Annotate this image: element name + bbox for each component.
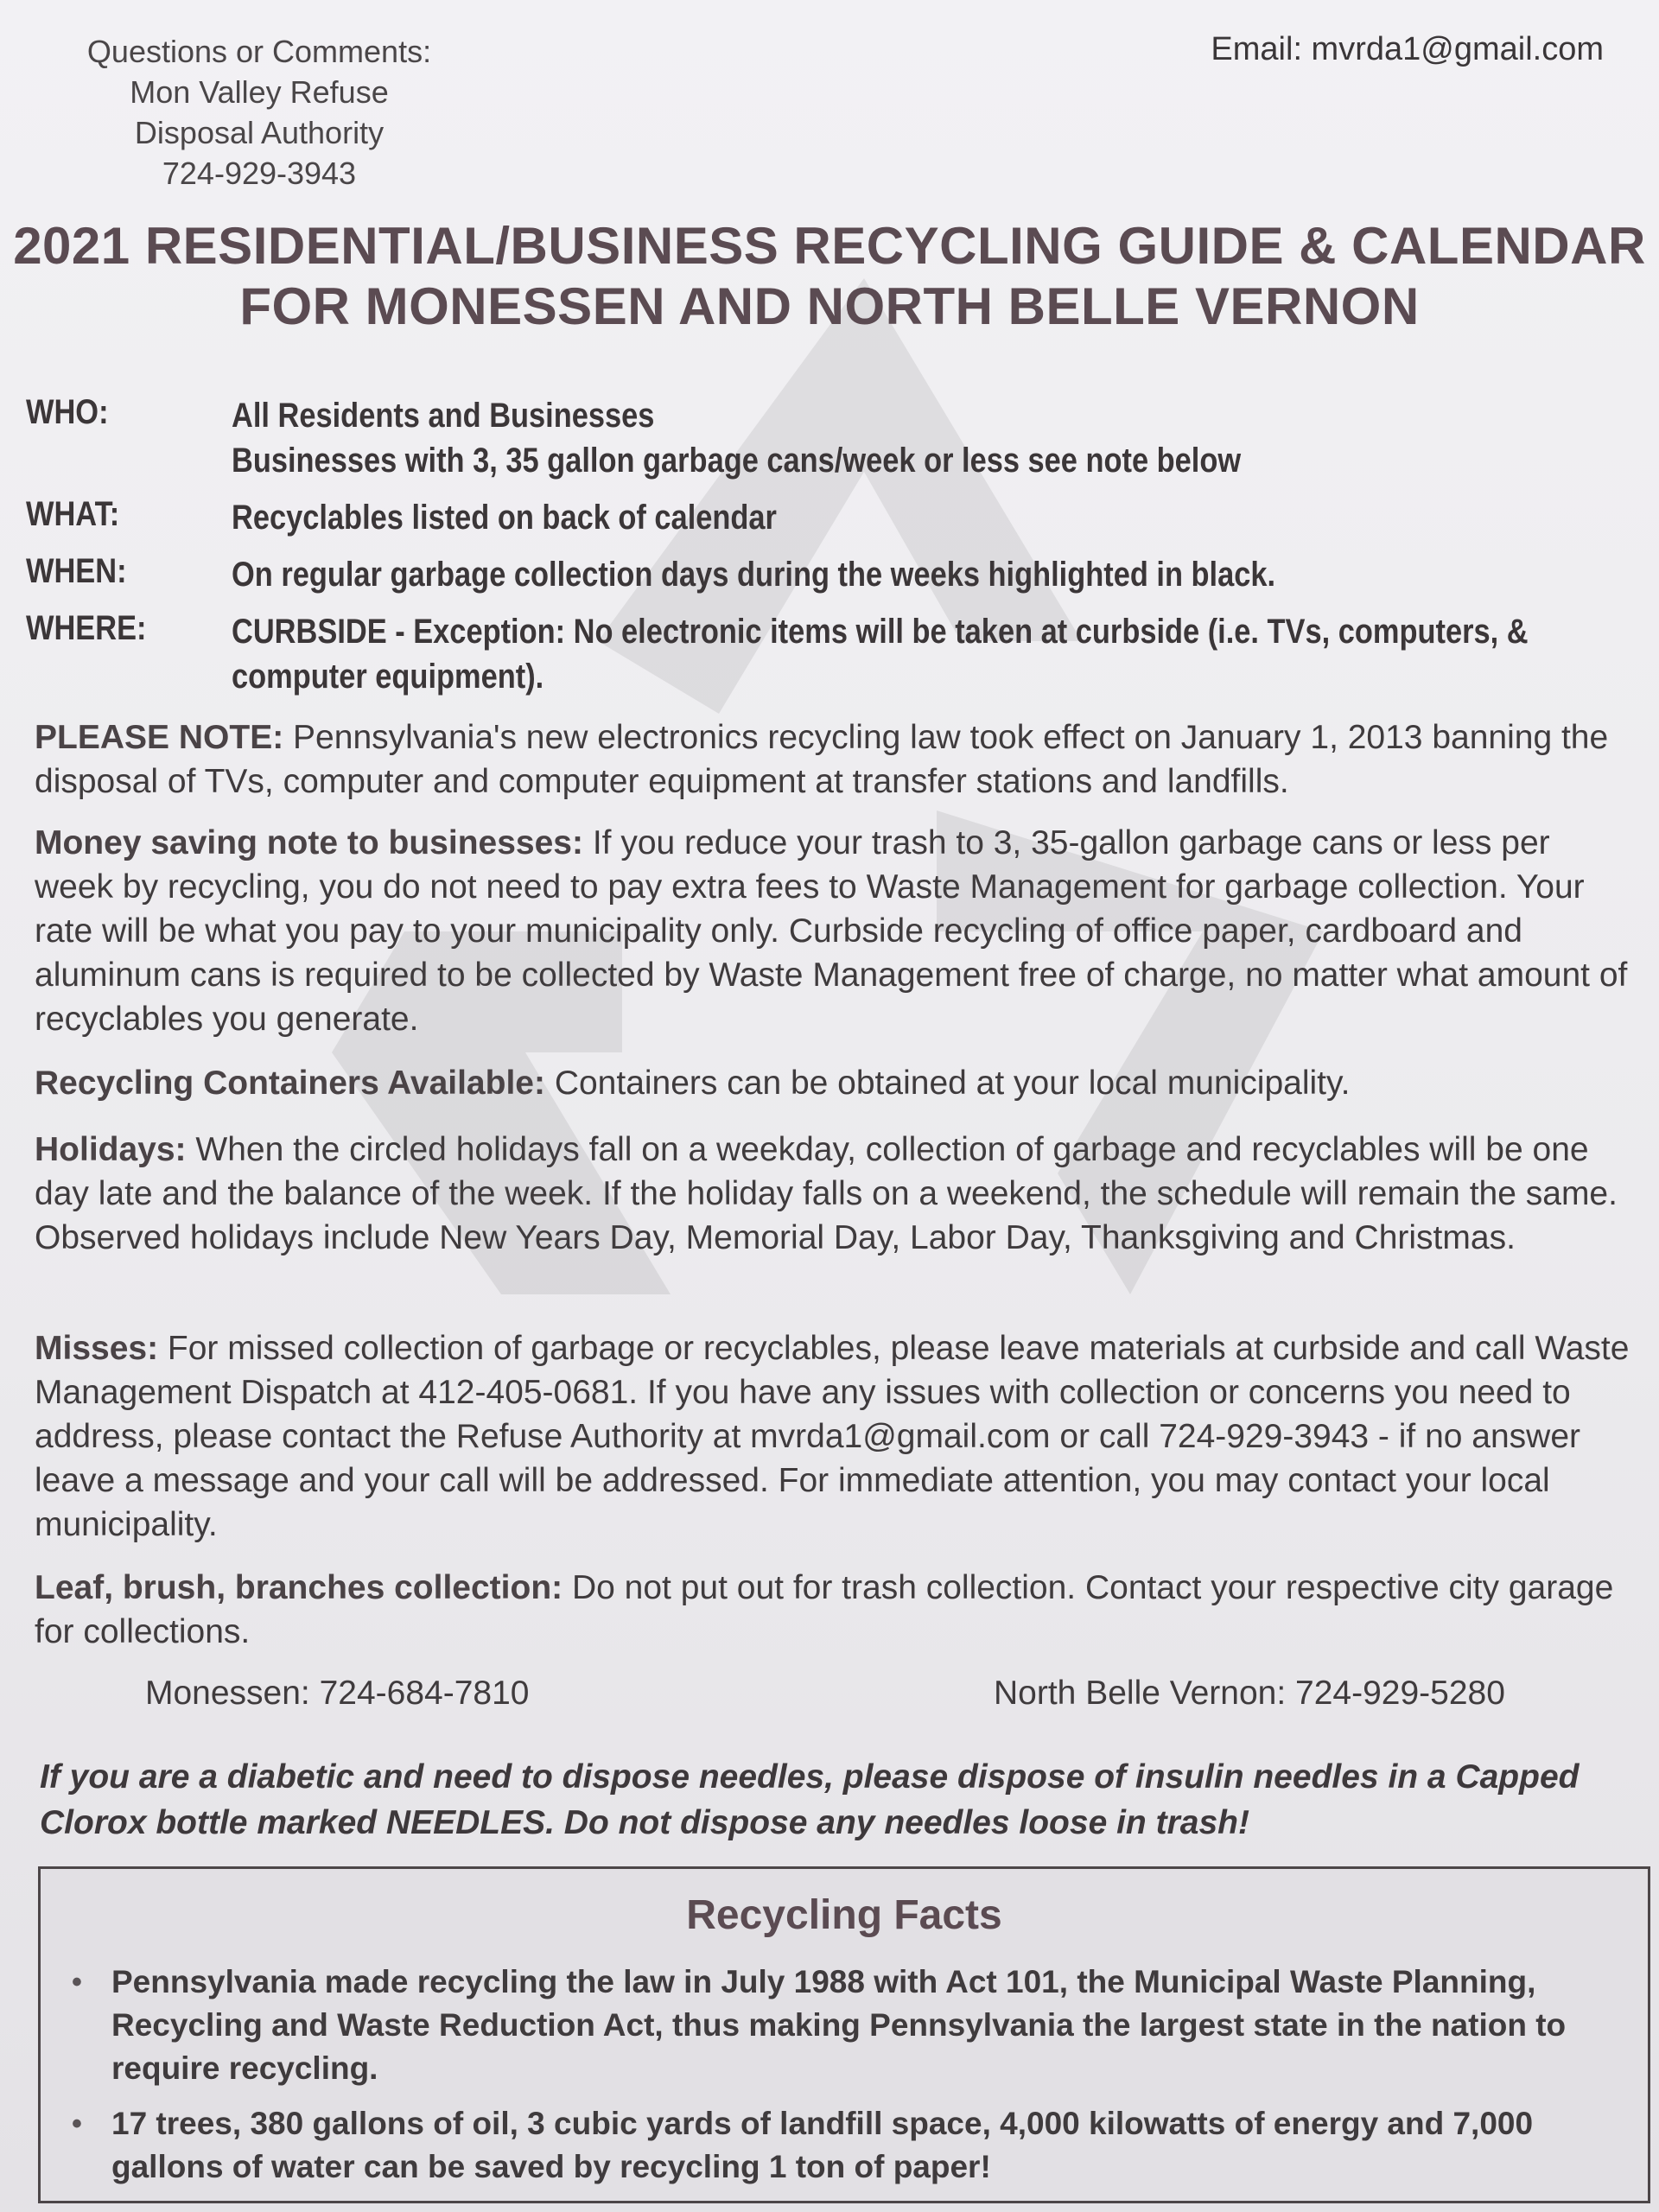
fact-item bbox=[72, 1961, 1606, 2090]
contact-block bbox=[52, 31, 467, 194]
money-saving-heading: Money saving note to businesses: bbox=[35, 824, 583, 861]
misses-heading: Misses: bbox=[35, 1330, 159, 1367]
recycling-facts-box bbox=[38, 1866, 1650, 2203]
field-value: Businesses with 3, 35 gallon garbage cans/week or less see note below bbox=[232, 442, 1242, 480]
north-belle-vernon-phone: North Belle Vernon: 724-929-5280 bbox=[994, 1675, 1505, 1712]
needles-notice: If you are a diabetic and need to dispose needles, please dispose of insulin needles in a Capped Clorox bottle marked NEEDLES. Do not dispose any needles loose in trash! bbox=[40, 1758, 1580, 1841]
holidays-heading: Holidays: bbox=[35, 1131, 187, 1168]
fact-text: 17 trees, 380 gallons of oil, 3 cubic yards of landfill space, 4,000 kilowatts of energy and 7,000 gallons of water can be saved by recycling 1 ton of paper! bbox=[111, 2106, 1534, 2184]
field-label: WHO: bbox=[26, 393, 109, 431]
field-value: CURBSIDE - Exception: No electronic items will be taken at curbside (i.e. TVs, computers, & bbox=[232, 613, 1529, 651]
fact-text: Pennsylvania made recycling the law in July 1988 with Act 101, the Municipal Waste Planning, Recycling and Waste Reduction Act, thus making Pennsylvania the largest state in the nation to require recycling. bbox=[111, 1964, 1567, 2086]
leaf-heading: Leaf, brush, branches collection: bbox=[35, 1569, 563, 1606]
fact-item bbox=[72, 2102, 1606, 2189]
holidays-paragraph bbox=[35, 1128, 1633, 1260]
who-what-when-where bbox=[26, 393, 1633, 711]
field-where bbox=[26, 609, 1633, 699]
field-value: All Residents and Businesses bbox=[232, 397, 655, 435]
field-what bbox=[26, 495, 1633, 540]
field-label: WHERE: bbox=[26, 609, 147, 647]
leaf-paragraph bbox=[35, 1566, 1633, 1654]
money-saving-text: If you reduce your trash to 3, 35-gallon garbage cans or less per week by recycling, you do not need to pay extra fees to Waste Management for garbage collection. Your rate will be what you pay to your municipality only. Curbside recycling of office paper, cardboard and aluminum cans is required to be collected by Waste Management free of charge, no matter what amount of recyclables you generate. bbox=[35, 824, 1628, 1038]
contact-phone: 724-929-3943 bbox=[162, 156, 357, 191]
title-line-1: 2021 RESIDENTIAL/BUSINESS RECYCLING GUIDE & CALENDAR bbox=[13, 217, 1646, 275]
field-who bbox=[26, 393, 1633, 483]
containers-text: Containers can be obtained at your local municipality. bbox=[554, 1065, 1351, 1102]
contact-line-1: Questions or Comments: bbox=[86, 34, 432, 69]
field-value: On regular garbage collection days during the weeks highlighted in black. bbox=[232, 556, 1276, 594]
field-when bbox=[26, 552, 1633, 597]
monessen-phone: Monessen: 724-684-7810 bbox=[145, 1675, 530, 1712]
field-value: computer equipment). bbox=[232, 658, 544, 696]
holidays-text: When the circled holidays fall on a weekday, collection of garbage and recyclables will be one day late and the balance of the week. If the holiday falls on a weekend, the schedule will remain the same. Observed holidays include New Years Day, Memorial Day, Labor Day, Thanksgiving and Christmas. bbox=[35, 1131, 1618, 1256]
bullet-icon: • bbox=[72, 1966, 82, 1999]
please-note-text: Pennsylvania's new electronics recycling law took effect on January 1, 2013 banning the disposal of TVs, computer and computer equipment at transfer stations and landfills. bbox=[35, 719, 1609, 800]
field-label: WHAT: bbox=[26, 495, 120, 533]
field-value: Recyclables listed on back of calendar bbox=[232, 499, 777, 537]
containers-heading: Recycling Containers Available: bbox=[35, 1065, 545, 1102]
leaf-text: Do not put out for trash collection. Contact your respective city garage for collections. bbox=[35, 1569, 1614, 1650]
contact-line-3: Disposal Authority bbox=[134, 115, 385, 150]
containers-paragraph bbox=[35, 1061, 1633, 1105]
field-label: WHEN: bbox=[26, 552, 127, 590]
please-note-paragraph bbox=[35, 715, 1633, 804]
contact-line-2: Mon Valley Refuse bbox=[130, 74, 389, 110]
title-line-2: FOR MONESSEN AND NORTH BELLE VERNON bbox=[239, 277, 1420, 335]
misses-text: For missed collection of garbage or recyclables, please leave materials at curbside and call Waste Management Dispatch at 412-405-0681. If you have any issues with collection or concerns you need to address, please contact the Refuse Authority at mvrda1@gmail.com or call 724-929-3943 - if no answer leave a message and your call will be addressed. For immediate attention, you may contact your local municipality. bbox=[35, 1330, 1630, 1543]
please-note-heading: PLEASE NOTE: bbox=[35, 719, 284, 756]
facts-title: Recycling Facts bbox=[686, 1892, 1002, 1938]
email-address: Email: mvrda1@gmail.com bbox=[1211, 31, 1604, 67]
money-saving-paragraph bbox=[35, 821, 1633, 1041]
misses-paragraph bbox=[35, 1326, 1633, 1547]
bullet-icon: • bbox=[72, 2107, 82, 2140]
page-title bbox=[0, 216, 1659, 337]
